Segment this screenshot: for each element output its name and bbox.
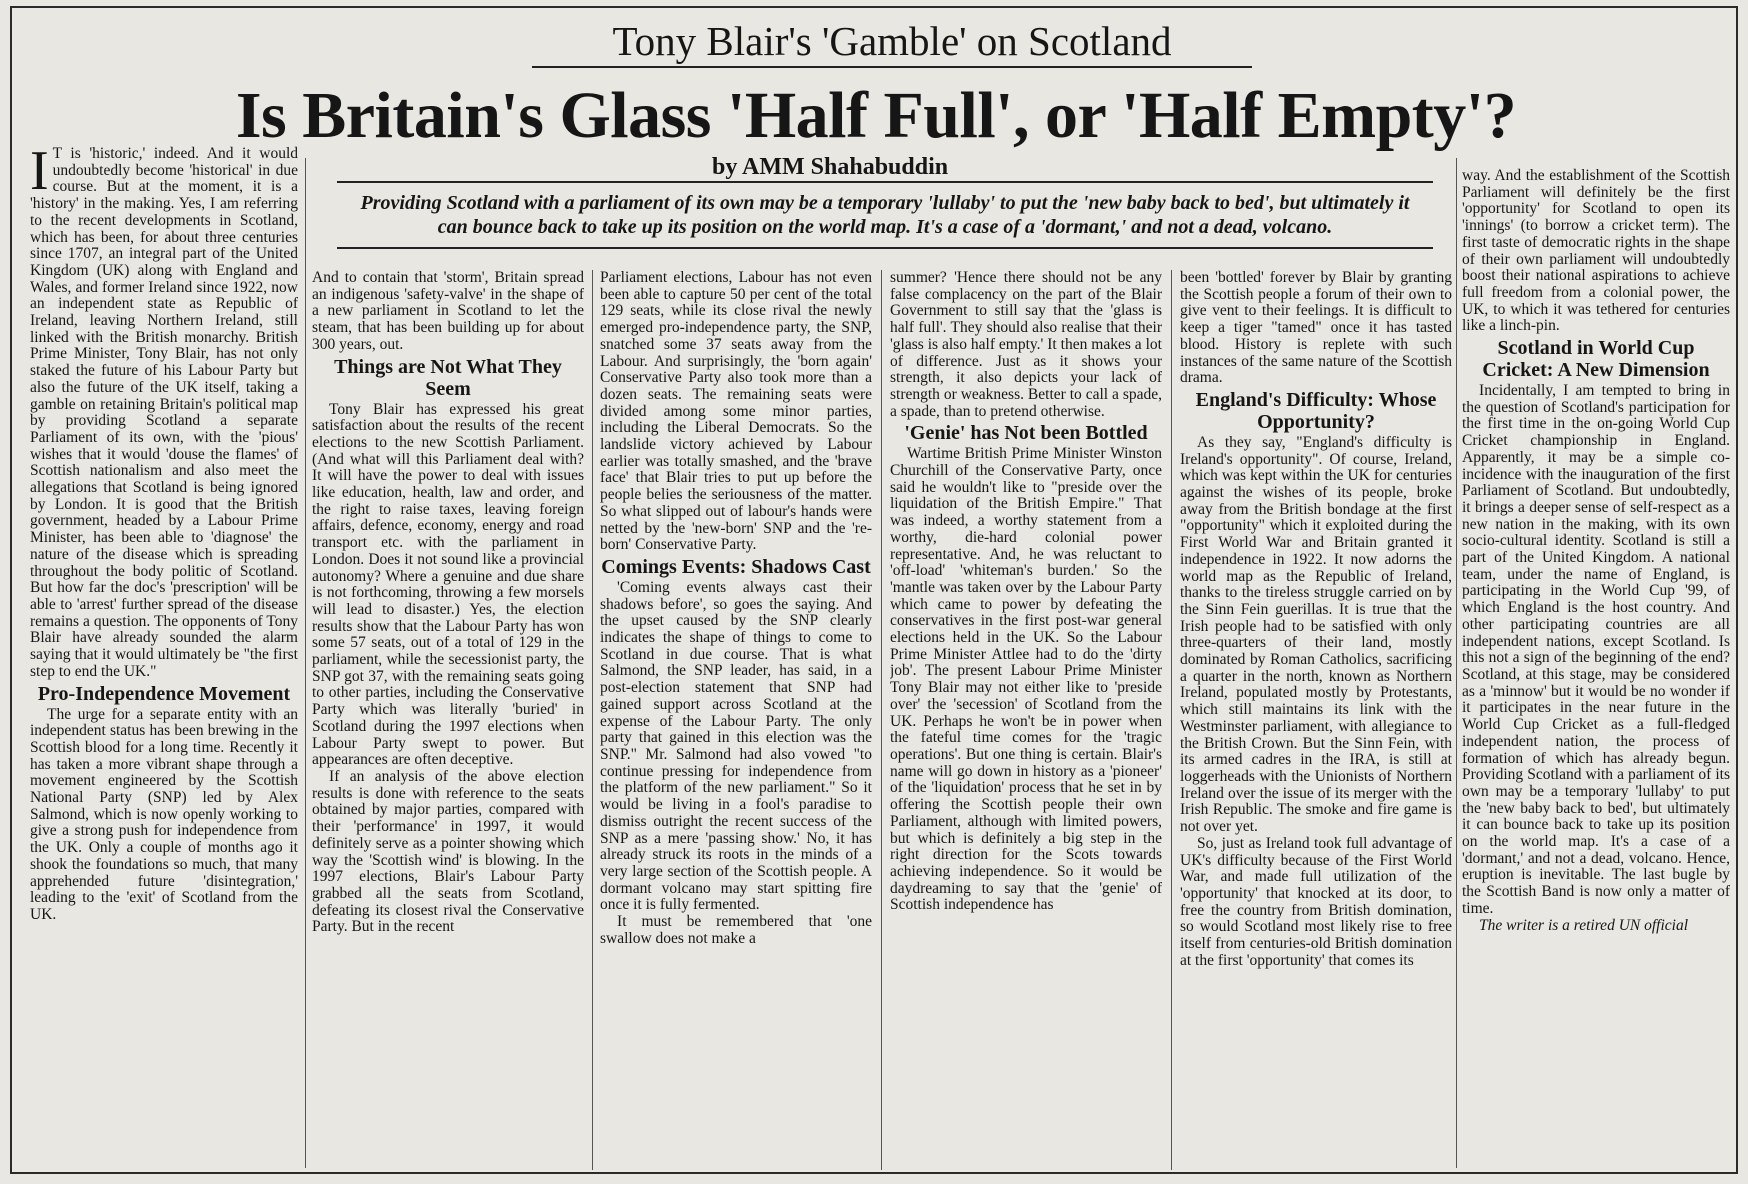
- paragraph: T is 'historic,' indeed. And it would undoubtedly become 'historical' in due course. But at the moment, it is a 'history' in the making. Yes, I am referring to the recent developments in Scotland, which has been, for about three centuries since 1707, an integral part of the United Kingdom (UK) along with England and Wales, and former Ireland since 1922, now an independent state as Republic of Ireland, leaving Northern Ireland, still linked with the British monarchy. British Prime Minister, Tony Blair, has not only staked the future of his Labour Party but also the future of the UK itself, taking a gamble on retaining Britain's political map by providing Scotland a separate Parliament of its own, with the 'pious' wishes that it would 'douse the flames' of Scottish nationalism and also meet the allegations that Scotland is being ignored by London. It is good that the British government, headed by a Labour Prime Minister, has been able to 'diagnose' the nature of the disease which is spreading throughout the body politic of Scotland. But how far the doc's 'prescription' will be able to 'arrest' further spread of the disease remains a question. The opponents of Tony Blair have already sounded the alarm saying that it would ultimately be "the first step to end the UK.": [30, 146, 298, 680]
- newspaper-clipping: [10, 6, 1738, 1174]
- column-1: [30, 146, 298, 1168]
- subheading: 'Genie' has Not been Bottled: [904, 422, 1148, 445]
- column-rule: [1171, 270, 1172, 1170]
- paragraph: It must be remembered that 'one swallow does not make a: [600, 913, 872, 947]
- paragraph: And to contain that 'storm', Britain spread an indigenous 'safety-valve' in the shape of a new parliament in Scotland to let the steam, that has been building up for about 300 years, out.: [312, 270, 584, 353]
- paragraph: 'Coming events always cast their shadows before', so goes the saying. And the upset caused by the SNP clearly indicates the shape of things to come to Scotland in due course. That is what Salmond, the SNP leader, has said, in a post-election statement that SNP had gained support across Scotland at the expense of the Labour Party. The only party that gained in this election was the SNP." Mr. Salmond had also vowed "to continue pressing for independence from the platform of the new parliament." So it would be living in a fool's paradise to dismiss outright the recent success of the SNP as a mere 'passing show.' No, it has already struck its roots in the minds of a very large section of the Scottish people. A dormant volcano may start spitting fire once it is fully fermented.: [600, 578, 872, 914]
- paragraph: been 'bottled' forever by Blair by granting the Scottish people a forum of their own to give vent to their feelings. It is difficult to keep a tiger "tamed" once it has tasted blood. History is replete with such instances of the same nature of the Scottish drama.: [1180, 270, 1452, 387]
- paragraph: Tony Blair has expressed his great satisfaction about the results of the recent elections to the new Scottish Parliament. (And what will this Parliament deal with? It will have the power to deal with issues like education, health, law and order, and the right to raise taxes, leaving foreign affairs, defence, economy, energy and road transport etc. with the parliament in London. Does it not sound like a provincial autonomy? Where a genuine and due share is not forthcoming, throwing a few morsels will lead to disaster.) Yes, the election results show that the Labour Party has won some 57 seats, out of a total of 129 in the parliament, while the secessionist party, the SNP got 37, with the remaining seats going to other parties, including the Conservative Party which was literally 'buried' in Scotland during the 1997 elections when Labour Party swept to power. But appearances are often deceptive.: [312, 400, 584, 769]
- paragraph: summer? 'Hence there should not be any false complacency on the part of the Blair Government to still say that the 'glass is half full'. They should also realise that their 'glass is also half empty.' It then makes a lot of difference. Just as it shows your strength, it also depicts your lack of strength or weakness. Better to call a spade, a spade, than to pretend otherwise.: [890, 270, 1162, 420]
- author-note: The writer is a retired UN official: [1479, 916, 1689, 934]
- paragraph: Parliament elections, Labour has not even been able to capture 50 per cent of the total 129 seats, while its close rival the newly emerged pro-independence party, the SNP, snatched some 37 seats away from the Labour. And surprisingly, the 'born again' Conservative Party also took more than a dozen seats. The remaining seats were divided among some minor parties, including the Liberal Democrats. So the landslide victory achieved by Labour earlier was totally smashed, and the 'brave face' that Blair tries to put up before the people belies the seriousness of the matter. So what slipped out of labour's hands were netted by the 'new-born' SNP and the 're-born' Conservative Party.: [600, 270, 872, 554]
- column-rule: [881, 270, 882, 1170]
- paragraph: So, just as Ireland took full advantage of UK's difficulty because of the First World War, and made full utilization of the 'opportunity' that knocked at its door, to free the country from British domination, so would Scotland most likely rise to free itself from centuries-old British domination at the first 'opportunity' that comes its: [1180, 834, 1452, 969]
- standfirst: Providing Scotland with a parliament of its own may be a temporary 'lullaby' to put the 'new baby back to bed', but ultimately it can bounce back to take up its position on the world map. It's a case of a 'dormant,' and not a dead, volcano.: [337, 181, 1433, 249]
- subheading: Pro-Independence Movement: [37, 682, 291, 705]
- column-5: [1180, 270, 1452, 1170]
- column-2: [312, 270, 584, 1170]
- paragraph: Incidentally, I am tempted to bring in the question of Scotland's participation for the first time in the on-going World Cup Cricket championship in England. Apparently, it may be a simple co-incidence with the inauguration of the first Parliament of Scotland. But undoubtedly, it brings a deeper sense of self-respect as a new nation in the making, with its own socio-cultural identity. Scotland is still a part of the United Kingdom. A national team, under the name of England, is participating in the World Cup '99, of which England is the host country. And other participating countries are all independent nations, except Scotland. Is this not a sign of the beginning of the end? Scotland, at this stage, may be considered as a 'minnow' but it would be no wonder if it participates in the near future in the World Cup Cricket as a full-fledged independent nation, the process of formation of which has already begun. Providing Scotland with a parliament of its own may be a temporary 'lullaby' to put the 'new baby back to bed', but ultimately it can bounce back to take up its position on the world map. It's a case of a 'dormant,' and not a dead, volcano. Hence, eruption is inevitable. The last bugle by the Scottish Band is now only a matter of time.: [1462, 382, 1730, 917]
- column-rule: [592, 270, 593, 1170]
- paragraph: The urge for a separate entity with an independent status has been brewing in the Scottish blood for a long time. Recently it has taken a more vibrant shape through a movement engineered by the Scottish National Party (SNP) led by Alex Salmond, which is now openly working to give a strong push for independence from the UK. Only a couple of months ago it shook the foundations so much, that many apprehended future 'disintegration,' leading to the 'exit' of Scotland from the UK.: [30, 705, 298, 923]
- subheading: England's Difficulty: Whose Opportunity?: [1195, 388, 1437, 433]
- column-4: [890, 270, 1162, 1170]
- column-rule: [305, 158, 306, 1168]
- subheading: Comings Events: Shadows Cast: [601, 555, 871, 578]
- column-3: [600, 270, 872, 1170]
- headline: Is Britain's Glass 'Half Full', or 'Half Empty'?: [235, 79, 1517, 152]
- subheading: Things are Not What They Seem: [334, 355, 562, 400]
- subheading: Scotland in World Cup Cricket: A New Dimension: [1482, 337, 1710, 382]
- column-rule: [1456, 158, 1457, 1168]
- column-6: [1462, 168, 1730, 1170]
- byline: by AMM Shahabuddin: [712, 154, 949, 180]
- paragraph: Wartime British Prime Minister Winston Churchill of the Conservative Party, once said he wouldn't like to "preside over the liquidation of the British Empire." That was indeed, a worthy statement from a worthy, die-hard colonial power representative. And, he was reluctant to 'off-load' 'whiteman's burden.' So the 'mantle was taken over by the Labour Party which came to power by defeating the conservatives in the first post-war general elections held in the UK. So the Labour Prime Minister Attlee had to do the 'dirty job'. The present Labour Prime Minister Tony Blair may not either like to 'preside over' the 'secession' of Scotland from the UK. Perhaps he won't be in power when the fateful time comes for the 'tragic operations'. But one thing is certain. Blair's name will go down in history as a 'pioneer' of the 'liquidation' process that he set in by offering the Scottish people their own Parliament, although with limited powers, but which is definitely a big step in the right direction for the Scots towards achieving independence. So it would be daydreaming to say that the 'genie' of Scottish independence has: [890, 445, 1162, 914]
- paragraph: way. And the establishment of the Scottish Parliament will definitely be the first 'opportunity' for Scotland to open its 'innings' (to borrow a cricket term). The first taste of democratic rights in the shape of their own parliament will undoubtedly boost their national aspirations to achieve full freedom from a colonial power, the UK, to which it was tethered for centuries like a linch-pin.: [1462, 168, 1730, 335]
- paragraph: As they say, "England's difficulty is Ireland's opportunity". Of course, Ireland, which was kept within the UK for centuries against the wishes of its people, broke away from the British bondage at the first "opportunity" which it exploited during the First World War and Britain granted it independence in 1922. It now adorns the world map as the Republic of Ireland, thanks to the tireless struggle carried on by the Sinn Fein guerillas. It is true that the Irish people had to be satisfied with only three-quarters of their land, mostly dominated by Roman Catholics, sacrificing a quarter in the north, known as Northern Ireland, populated mostly by Protestants, which still maintains its link with the Westminster parliament, with allegiance to the British Crown. But the Sinn Fein, with its armed cadres in the IRA, is still at loggerheads with the Unionists of Northern Ireland over the issue of its merger with the Irish Republic. The smoke and fire game is not over yet.: [1180, 433, 1452, 836]
- drop-cap: I: [30, 146, 49, 202]
- kicker: Tony Blair's 'Gamble' on Scotland: [532, 18, 1252, 68]
- paragraph: If an analysis of the above election results is done with reference to the seats obtained by major parties, compared with their 'performance' in 1997, it would definitely serve as a pointer showing which way the 'Scottish wind' is blowing. In the 1997 elections, Blair's Labour Party grabbed all the seats from Scotland, defeating its closest rival the Conservative Party. But in the recent: [312, 767, 584, 936]
